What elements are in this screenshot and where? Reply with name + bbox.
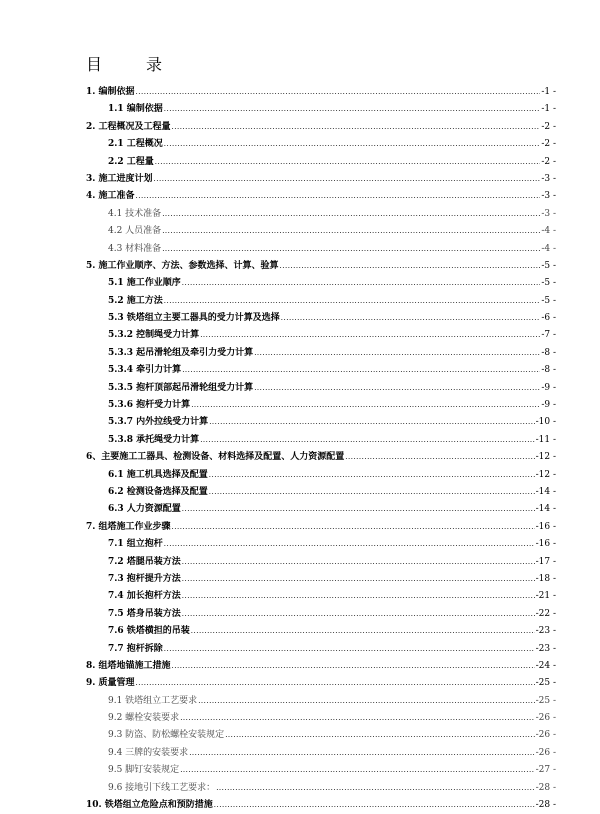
toc-dot-leader (182, 571, 535, 588)
toc-entry[interactable] (86, 101, 556, 118)
toc-dot-leader (209, 414, 534, 431)
toc-entry[interactable] (86, 362, 556, 379)
toc-entry-label: 8. 组塔地锚施工措施 (86, 660, 171, 671)
toc-entry-page: -23 - (535, 626, 556, 637)
toc-entry-page: -23 - (535, 643, 556, 654)
toc-entry[interactable] (86, 206, 556, 223)
toc-entry-page: -28 - (535, 782, 556, 793)
toc-entry[interactable] (86, 606, 556, 623)
toc-entry[interactable] (86, 345, 556, 362)
toc-dot-leader (254, 380, 540, 397)
toc-dot-leader (162, 206, 540, 223)
toc-dot-leader (209, 467, 535, 484)
toc-entry-label: 7.2 塔腿吊装方法 (108, 556, 181, 567)
toc-entry-page: -5 - (541, 260, 556, 271)
toc-entry[interactable] (86, 171, 556, 188)
toc-entry-label: 5.1 施工作业顺序 (108, 278, 181, 289)
toc-dot-leader (209, 484, 535, 501)
toc-dot-leader (154, 171, 541, 188)
toc-entry-page: -3 - (541, 173, 556, 184)
toc-entry-page: -14 - (535, 486, 556, 497)
toc-entry-page: -5 - (541, 278, 556, 289)
toc-entry[interactable] (86, 188, 556, 205)
toc-entry-page: -22 - (535, 608, 556, 619)
toc-entry-page: -16 - (535, 521, 556, 532)
toc-entry[interactable] (86, 397, 556, 414)
toc-dot-leader (200, 327, 540, 344)
toc-dot-leader (172, 119, 541, 136)
toc-entry[interactable] (86, 675, 556, 692)
toc-dot-leader (200, 432, 534, 449)
toc-entry-page: -8 - (541, 365, 556, 376)
toc-entry-label: 2. 工程概况及工程量 (86, 121, 171, 132)
toc-entry-page: -16 - (535, 539, 556, 550)
toc-dot-leader (172, 658, 535, 675)
toc-dot-leader (345, 449, 534, 466)
toc-entry-page: -1 - (541, 104, 556, 115)
toc-entry-label: 5.3 铁塔组立主要工器具的受力计算及选择 (108, 313, 280, 324)
toc-entry-label: 2.2 工程量 (108, 156, 154, 167)
toc-entry[interactable] (86, 519, 556, 536)
toc-entry-page: -9 - (541, 382, 556, 393)
toc-dot-leader (164, 136, 541, 153)
toc-entry[interactable] (86, 241, 556, 258)
toc-entry-label: 5.3.6 抱杆受力计算 (108, 400, 191, 411)
toc-entry[interactable] (86, 136, 556, 153)
toc-entry-page: -2 - (541, 139, 556, 150)
toc-dot-leader (180, 710, 534, 727)
toc-entry-page: -26 - (535, 713, 556, 724)
toc-entry-label: 9.2 螺栓安装要求 (108, 713, 180, 724)
toc-entry-page: -28 - (535, 800, 556, 811)
toc-entry-label: 5.3.4 牵引力计算 (108, 365, 182, 376)
toc-dot-leader (225, 727, 534, 744)
toc-entry[interactable] (86, 745, 556, 762)
toc-entry-page: -26 - (535, 747, 556, 758)
toc-entry-label: 1.1 编制依据 (108, 104, 163, 115)
toc-entry-label: 6.2 检测设备选择及配置 (108, 486, 208, 497)
toc-entry[interactable] (86, 223, 556, 240)
toc-entry-label: 6、主要施工工器具、检测设备、材料选择及配置、人力资源配置 (86, 452, 345, 463)
toc-entry[interactable] (86, 658, 556, 675)
toc-entry[interactable] (86, 84, 556, 101)
toc-dot-leader (254, 345, 540, 362)
toc-entry-page: -26 - (535, 730, 556, 741)
toc-entry[interactable] (86, 432, 556, 449)
toc-entry-page: -2 - (541, 156, 556, 167)
toc-entry-label: 5.3.8 承托绳受力计算 (108, 434, 200, 445)
toc-entry-label: 5. 施工作业顺序、方法、参数选择、计算、验算 (86, 260, 279, 271)
toc-entry-page: -27 - (535, 765, 556, 776)
toc-dot-leader (191, 397, 540, 414)
toc-dot-leader (164, 536, 535, 553)
toc-entry[interactable] (86, 571, 556, 588)
toc-dot-leader (164, 101, 541, 118)
toc-entry[interactable] (86, 119, 556, 136)
toc-dot-leader (182, 275, 541, 292)
toc-entry-label: 5.3.2 控制绳受力计算 (108, 330, 200, 341)
toc-entry[interactable] (86, 293, 556, 310)
toc-entry-label: 7.7 抱杆拆除 (108, 643, 163, 654)
toc-entry-page: -3 - (541, 208, 556, 219)
toc-entry-page: -11 - (535, 434, 556, 445)
toc-entry[interactable] (86, 258, 556, 275)
toc-entry[interactable] (86, 554, 556, 571)
toc-entry[interactable] (86, 449, 556, 466)
toc-entry-label: 6.1 施工机具选择及配置 (108, 469, 208, 480)
toc-entry-label: 9.3 防盗、防松螺栓安装规定 (108, 730, 225, 741)
toc-dot-leader (162, 223, 540, 240)
toc-entry-page: -6 - (541, 313, 556, 324)
toc-dot-leader (182, 606, 535, 623)
toc-dot-leader (172, 519, 535, 536)
toc-entry-label: 9.1 铁塔组立工艺要求 (108, 695, 198, 706)
toc-dot-leader (280, 258, 541, 275)
toc-entry[interactable] (86, 501, 556, 518)
toc-entry-page: -4 - (541, 243, 556, 254)
toc-entry-page: -17 - (535, 556, 556, 567)
toc-dot-leader (189, 745, 534, 762)
toc-entry-label: 9.6 接地引下线工艺要求： (108, 782, 216, 793)
toc-entry-label: 4. 施工准备 (86, 191, 135, 202)
toc-dot-leader (162, 241, 540, 258)
toc-entry-page: -3 - (541, 191, 556, 202)
toc-dot-leader (216, 780, 534, 797)
toc-dot-leader (164, 293, 541, 310)
toc-entry-page: -18 - (535, 573, 556, 584)
toc-dot-leader (182, 362, 540, 379)
toc-entry[interactable] (86, 727, 556, 744)
toc-entry-label: 7.1 组立抱杆 (108, 539, 163, 550)
toc-entry[interactable] (86, 693, 556, 710)
toc-entry-label: 2.1 工程概况 (108, 139, 163, 150)
toc-entry[interactable] (86, 275, 556, 292)
toc-dot-leader (164, 641, 535, 658)
toc-entry[interactable] (86, 380, 556, 397)
toc-entry[interactable] (86, 536, 556, 553)
toc-entry-label: 3. 施工进度计划 (86, 173, 153, 184)
toc-entry-label: 6.3 人力资源配置 (108, 504, 181, 515)
toc-dot-leader (136, 188, 541, 205)
toc-entry[interactable] (86, 797, 556, 814)
toc-entry[interactable] (86, 710, 556, 727)
toc-entry-label: 4.3 材料准备 (108, 243, 162, 254)
toc-entry-page: -25 - (535, 695, 556, 706)
toc-entry-label: 4.1 技术准备 (108, 208, 162, 219)
toc-entry-label: 7.3 抱杆提升方法 (108, 573, 181, 584)
toc-entry-page: -14 - (535, 504, 556, 515)
toc-dot-leader (180, 762, 534, 779)
toc-entry-label: 4.2 人员准备 (108, 226, 162, 237)
toc-entry-label: 7.5 塔身吊装方法 (108, 608, 181, 619)
toc-entry[interactable] (86, 484, 556, 501)
toc-entry-label: 5.3.5 抱杆顶部起吊滑轮组受力计算 (108, 382, 254, 393)
toc-entry-label: 5.2 施工方法 (108, 295, 163, 306)
toc-entry-page: -10 - (535, 417, 556, 428)
toc-entry-label: 9. 质量管理 (86, 678, 135, 689)
toc-entry-page: -12 - (535, 452, 556, 463)
toc-dot-leader (191, 623, 535, 640)
toc-entry-page: -9 - (541, 400, 556, 411)
toc-entry-label: 5.3.3 起吊滑轮组及牵引力受力计算 (108, 347, 254, 358)
toc-entry-label: 7. 组塔施工作业步骤 (86, 521, 171, 532)
toc-entry[interactable] (86, 780, 556, 797)
toc-entry-page: -2 - (541, 121, 556, 132)
toc-entry-page: -1 - (541, 87, 556, 97)
toc-dot-leader (182, 554, 535, 571)
toc-dot-leader (182, 588, 535, 605)
toc-entry-page: -4 - (541, 226, 556, 237)
toc-entry-page: -8 - (541, 347, 556, 358)
toc-entry-page: -21 - (535, 591, 556, 602)
toc-title: 目 录 (86, 55, 177, 74)
toc-dot-leader (198, 693, 534, 710)
toc-entry[interactable] (86, 154, 556, 171)
toc-dot-leader (136, 675, 535, 692)
toc-dot-leader (136, 84, 541, 101)
toc-entry[interactable] (86, 327, 556, 344)
toc-entry-page: -12 - (535, 469, 556, 480)
toc-entry[interactable] (86, 310, 556, 327)
toc-entry-label: 10. 铁塔组立危险点和预防措施 (86, 800, 213, 811)
toc-dot-leader (214, 797, 535, 814)
toc-dot-leader (155, 154, 541, 171)
toc-entry[interactable] (86, 762, 556, 779)
toc-entry[interactable] (86, 641, 556, 658)
toc-entry[interactable] (86, 414, 556, 431)
toc-entry-page: -24 - (535, 660, 556, 671)
toc-entry-label: 7.4 加长抱杆方法 (108, 591, 181, 602)
toc-entry[interactable] (86, 588, 556, 605)
toc-entry-label: 5.3.7 内外拉线受力计算 (108, 417, 209, 428)
toc-entry-label: 9.4 三牌的安装要求 (108, 747, 189, 758)
toc-dot-leader (182, 501, 535, 518)
toc-entry[interactable] (86, 467, 556, 484)
toc-entry-label: 9.5 脚钉安装规定 (108, 765, 180, 776)
table-of-contents (86, 84, 556, 814)
toc-dot-leader (281, 310, 541, 327)
toc-entry-page: -25 - (535, 678, 556, 689)
toc-entry[interactable] (86, 623, 556, 640)
toc-entry-page: -5 - (541, 295, 556, 306)
toc-entry-label: 7.6 铁塔横担的吊装 (108, 626, 190, 637)
toc-entry-label: 1. 编制依据 (86, 87, 135, 97)
toc-entry-page: -7 - (541, 330, 556, 341)
